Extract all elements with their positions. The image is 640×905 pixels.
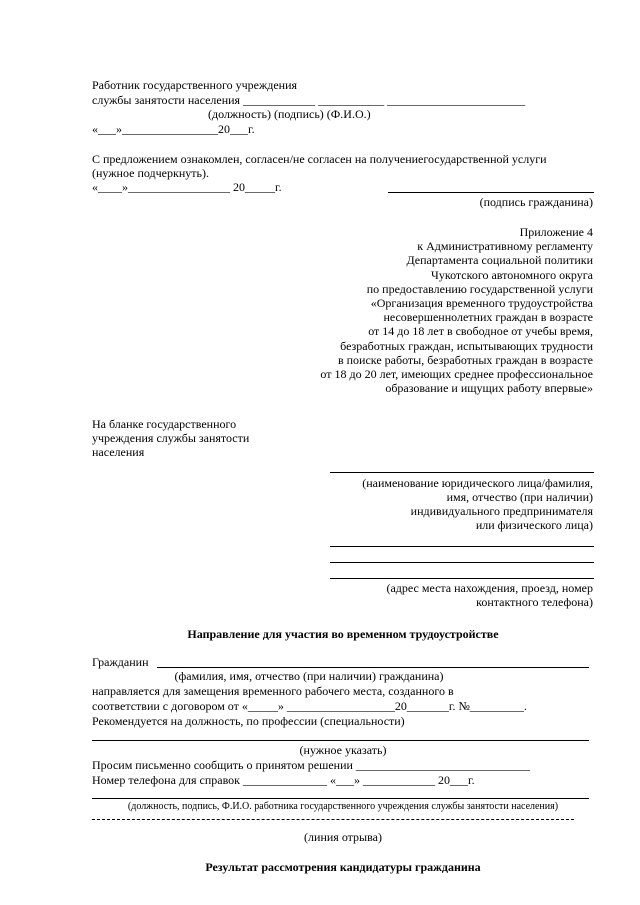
letterhead-note (92, 417, 249, 459)
worker-captions: (должность) (подпись) (Ф.И.О.) (208, 107, 371, 121)
employer-caption (362, 476, 593, 532)
address-caption (386, 581, 593, 609)
worker-date: «___»________________20___г. (92, 122, 255, 136)
citizen-signature-caption: (подпись гражданина) (479, 195, 593, 209)
contract-line: соответствии с договором от «_____» __________________20_______г. №_________. (92, 699, 527, 713)
recommend-line: Рекомендуется на должность, по профессии (специальности) (92, 714, 405, 728)
appendix-line: по предоставлению государственной услуги (366, 281, 593, 296)
appendix-line: в поиске работы, безработных граждан в возрасте (337, 352, 593, 367)
tear-line (92, 819, 574, 820)
address-caption-line: контактного телефона) (476, 595, 593, 609)
letterhead-line: учреждения службы занятости (92, 431, 250, 445)
appendix-block (320, 225, 593, 395)
address-line-3 (330, 578, 594, 579)
citizen-signature-line (388, 192, 594, 193)
employer-caption-line: имя, отчество (при наличии) (446, 490, 593, 504)
appendix-line: «Организация временного трудоустройства (370, 296, 593, 311)
phone-line: Номер телефона для справок ______________ «___» ____________ 20___г. (92, 773, 475, 787)
referral-title: Направление для участия во временном трудоустройстве (187, 627, 499, 641)
appendix-line: Приложение 4 (519, 225, 593, 239)
consent-line1: С предложением ознакомлен, согласен/не согласен на получениегосударственной услуги (92, 152, 547, 166)
citizen-label: Гражданин (92, 655, 149, 669)
employer-name-line (330, 472, 594, 473)
signature-line (92, 798, 589, 799)
address-line-2 (330, 562, 594, 563)
letterhead-line: На бланке государственного (92, 417, 237, 431)
employer-caption-line: (наименование юридического лица/фамилия, (362, 476, 593, 490)
appendix-line: несовершеннолетних граждан в возрасте (383, 310, 593, 325)
appendix-line: Чукотского автономного округа (431, 267, 593, 282)
consent-line2: (нужное подчеркнуть). (92, 166, 209, 180)
appendix-line: образование и ищущих работу впервые» (385, 381, 593, 396)
worker-title-line1: Работник государственного учреждения (92, 78, 298, 92)
employer-caption-line: индивидуального предпринимателя (410, 504, 593, 518)
consent-date: «____»_________________ 20_____г. (92, 180, 282, 194)
tear-caption: (линия отрыва) (304, 830, 382, 844)
appendix-line: безработных граждан, испытывающих трудности (340, 338, 593, 353)
result-title: Результат рассмотрения кандидатуры гражданина (205, 860, 481, 874)
letterhead-line: населения (92, 445, 145, 459)
position-line (92, 740, 589, 741)
request-line: Просим письменно сообщить о принятом решении _____________________________ (92, 758, 530, 772)
appendix-line: от 18 до 20 лет, имеющих среднее профессиональное (320, 367, 593, 382)
indicate-caption: (нужное указать) (299, 743, 387, 757)
address-line-1 (330, 546, 594, 547)
citizen-name-line (157, 667, 589, 668)
sent-line: направляется для замещения временного рабочего места, созданного в (92, 684, 454, 698)
worker-title-line2: службы занятости населения ____________ ___________ _______________________ (92, 93, 526, 107)
citizen-name-caption: (фамилия, имя, отчество (при наличии) гражданина) (174, 669, 444, 683)
appendix-line: Департамента социальной политики (406, 253, 593, 268)
employer-caption-line: или физического лица) (475, 518, 593, 532)
appendix-line: от 14 до 18 лет в свободное от учебы время, (368, 324, 593, 339)
signature-caption: (должность, подпись, Ф.И.О. работника государственного учреждения службы занятости населения) (127, 801, 559, 812)
address-caption-line: (адрес места нахождения, проезд, номер (386, 581, 593, 595)
appendix-line: к Административному регламенту (417, 239, 593, 254)
